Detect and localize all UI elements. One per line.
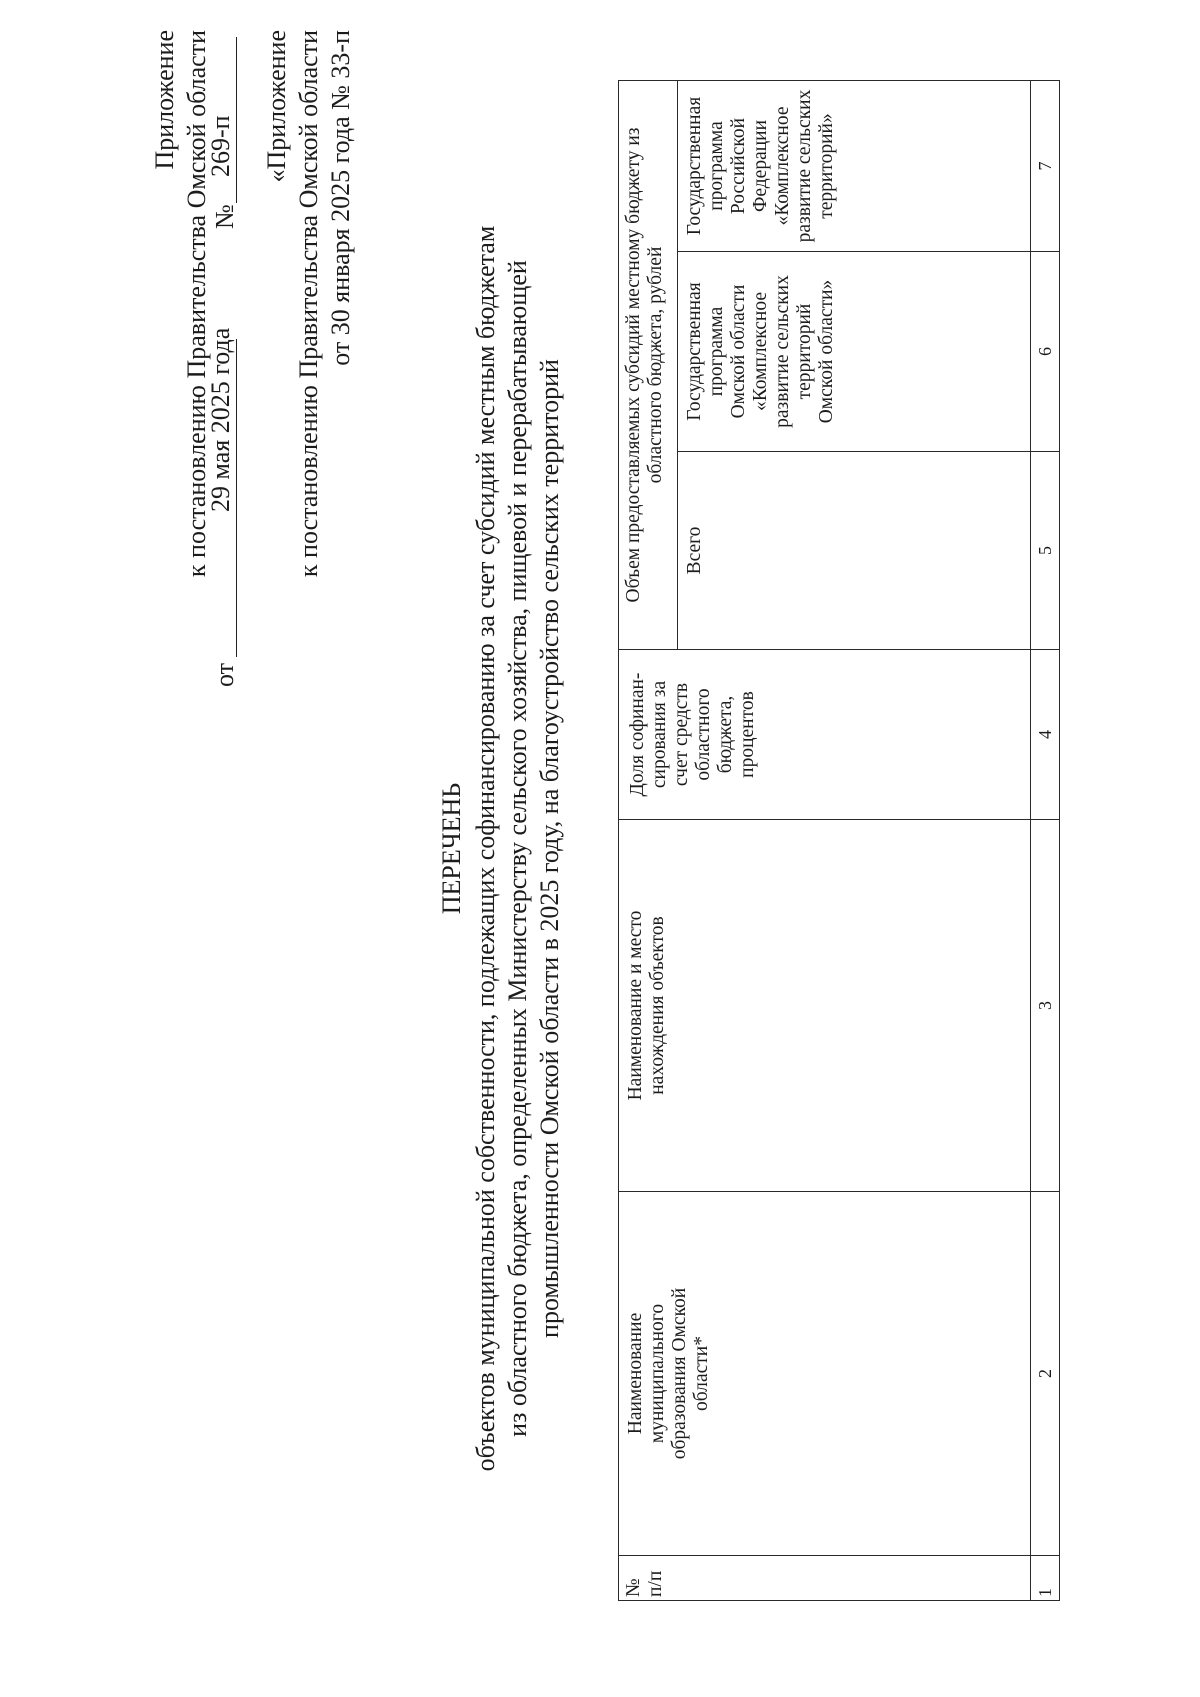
document-subtitle-line3: промышленности Омской области в 2025 году, на благоустройство сельских территорий	[535, 359, 564, 1338]
header-col-federal-program: Государственная программа Российской Федерации «Комплексное развитие сельских территорий»	[678, 81, 1031, 252]
decree-number: 269-п	[206, 115, 235, 177]
header-col-omsk-program: Государственная программа Омской области «Комплексное развитие сельских территорий Омской области»	[678, 252, 1031, 452]
header-col-municipality: Наименование муниципального образования Омской области*	[619, 1192, 1031, 1556]
date-underline	[236, 339, 237, 657]
col-number-5: 5	[1031, 452, 1060, 650]
col-number-4: 4	[1031, 650, 1060, 820]
header-group-subsidy: Объем предоставляемых субсидий местному бюджету из областного бюджета, рублей	[619, 81, 678, 650]
document-subtitle-line1: объектов муниципальной собственности, подлежащих софинансированию за счет субсидий местным бюджетам	[471, 225, 500, 1472]
table-header-row	[619, 81, 678, 1601]
previous-appendix-title: «Приложение	[262, 30, 291, 183]
decree-date: 29 мая 2025 года	[206, 327, 235, 512]
document-heading: ПЕРЕЧЕНЬ	[437, 782, 466, 915]
previous-decree-ref: к постановлению Правительства Омской области	[294, 30, 323, 578]
col-number-3: 3	[1031, 820, 1060, 1192]
previous-decree-date: от 30 января 2025 года № 33-п	[326, 30, 355, 366]
number-underline	[236, 37, 237, 203]
col-number-6: 6	[1031, 252, 1060, 452]
objects-table	[618, 80, 1060, 1601]
appendix-title: Приложение	[150, 30, 179, 170]
appendix-decree-ref: к постановлению Правительства Омской области	[182, 30, 211, 578]
header-col-object: Наименование и место нахождения объектов	[619, 820, 1031, 1192]
header-col-share: Доля софинан-сирования за счет средств областного бюджета, процентов	[619, 650, 1031, 820]
header-col-total: Всего	[678, 452, 1031, 650]
col-number-2: 2	[1031, 1192, 1060, 1556]
col-number-1: 1	[1031, 1556, 1060, 1601]
number-sign: №	[210, 204, 239, 229]
table-row	[1031, 81, 1060, 1601]
header-col-index: № п/п	[619, 1556, 1031, 1601]
document-subtitle-line2: из областного бюджета, определенных Министерству сельского хозяйства, пищевой и перерабатывающей	[503, 260, 532, 1437]
col-number-7: 7	[1031, 81, 1060, 252]
date-prefix: от	[210, 662, 239, 687]
